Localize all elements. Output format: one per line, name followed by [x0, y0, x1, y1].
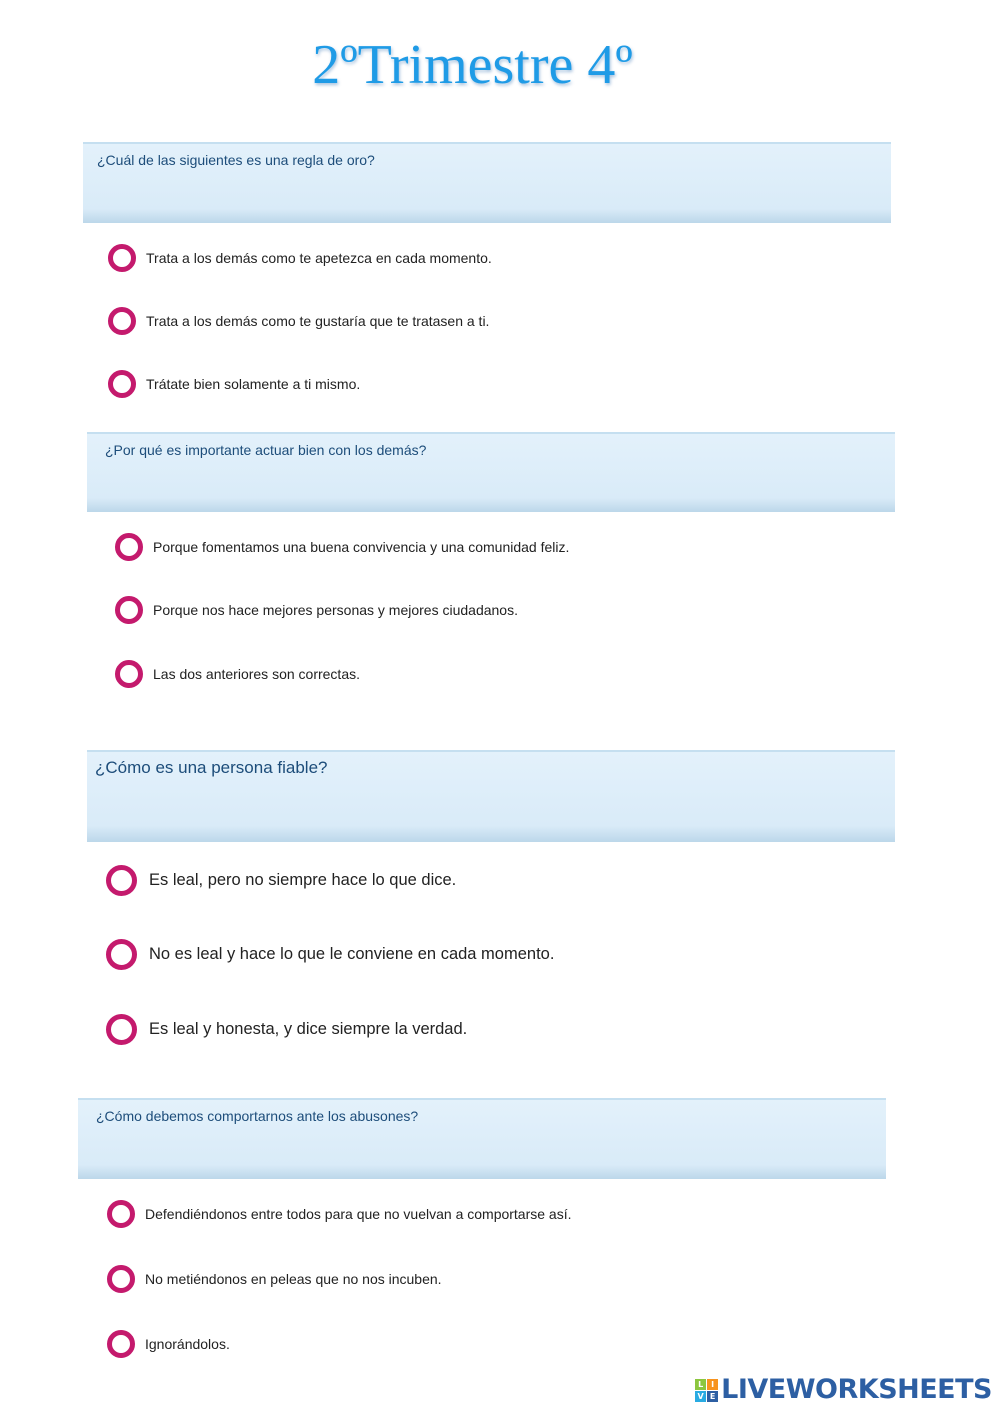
radio-circle-icon[interactable] — [106, 939, 137, 970]
worksheet-title: 2ºTrimestre 4º — [312, 34, 633, 96]
answer-label: Ignorándolos. — [145, 1336, 230, 1352]
answer-option-3b[interactable] — [106, 939, 554, 970]
answer-option-3c[interactable] — [106, 1014, 467, 1045]
question-box-1 — [83, 142, 891, 223]
logo-square-e: E — [707, 1391, 718, 1402]
liveworksheets-logo — [695, 1375, 992, 1405]
logo-square-l: L — [695, 1379, 706, 1390]
logo-square-v: V — [695, 1391, 706, 1402]
question-text-4: ¿Cómo debemos comportarnos ante los abusones? — [96, 1108, 419, 1124]
answer-option-4a[interactable] — [107, 1200, 572, 1228]
logo-square-i: I — [707, 1379, 718, 1390]
answer-option-2c[interactable] — [115, 660, 360, 688]
answer-label: No metiéndonos en peleas que no nos incuben. — [145, 1271, 442, 1287]
answer-label: Trátate bien solamente a ti mismo. — [146, 376, 361, 392]
answer-option-4c[interactable] — [107, 1330, 230, 1358]
question-text-3: ¿Cómo es una persona fiable? — [95, 758, 328, 777]
question-text-2: ¿Por qué es importante actuar bien con los demás? — [105, 442, 427, 458]
radio-circle-icon[interactable] — [115, 596, 143, 624]
radio-circle-icon[interactable] — [107, 1330, 135, 1358]
radio-circle-icon[interactable] — [108, 370, 136, 398]
question-box-4 — [78, 1098, 886, 1179]
radio-circle-icon[interactable] — [115, 533, 143, 561]
answer-option-1c[interactable] — [108, 370, 360, 398]
answer-label: Las dos anteriores son correctas. — [153, 666, 360, 682]
liveworksheets-brand-text: LIVEWORKSHEETS — [721, 1374, 992, 1405]
answer-label: Porque nos hace mejores personas y mejores ciudadanos. — [153, 602, 518, 618]
liveworksheets-mark-icon — [695, 1379, 718, 1402]
radio-circle-icon[interactable] — [115, 660, 143, 688]
answer-option-2b[interactable] — [115, 596, 518, 624]
answer-option-2a[interactable] — [115, 533, 569, 561]
answer-label: Trata a los demás como te gustaría que te tratasen a ti. — [146, 313, 490, 329]
radio-circle-icon[interactable] — [108, 307, 136, 335]
answer-option-1a[interactable] — [108, 244, 492, 272]
answer-option-1b[interactable] — [108, 307, 489, 335]
question-box-2 — [87, 432, 895, 512]
answer-option-4b[interactable] — [107, 1265, 442, 1293]
radio-circle-icon[interactable] — [106, 1014, 137, 1045]
answer-label: Es leal y honesta, y dice siempre la verdad. — [149, 1020, 468, 1038]
radio-circle-icon[interactable] — [107, 1200, 135, 1228]
radio-circle-icon[interactable] — [106, 865, 137, 896]
radio-circle-icon[interactable] — [107, 1265, 135, 1293]
answer-label: Es leal, pero no siempre hace lo que dice. — [149, 871, 457, 889]
question-text-1: ¿Cuál de las siguientes es una regla de oro? — [97, 152, 375, 168]
question-box-3 — [87, 750, 895, 842]
answer-option-3a[interactable] — [106, 865, 456, 896]
answer-label: Defendiéndonos entre todos para que no vuelvan a comportarse así. — [145, 1206, 572, 1222]
answer-label: Porque fomentamos una buena convivencia y una comunidad feliz. — [153, 539, 570, 555]
answer-label: Trata a los demás como te apetezca en cada momento. — [146, 250, 492, 266]
answer-label: No es leal y hace lo que le conviene en cada momento. — [149, 945, 555, 963]
radio-circle-icon[interactable] — [108, 244, 136, 272]
